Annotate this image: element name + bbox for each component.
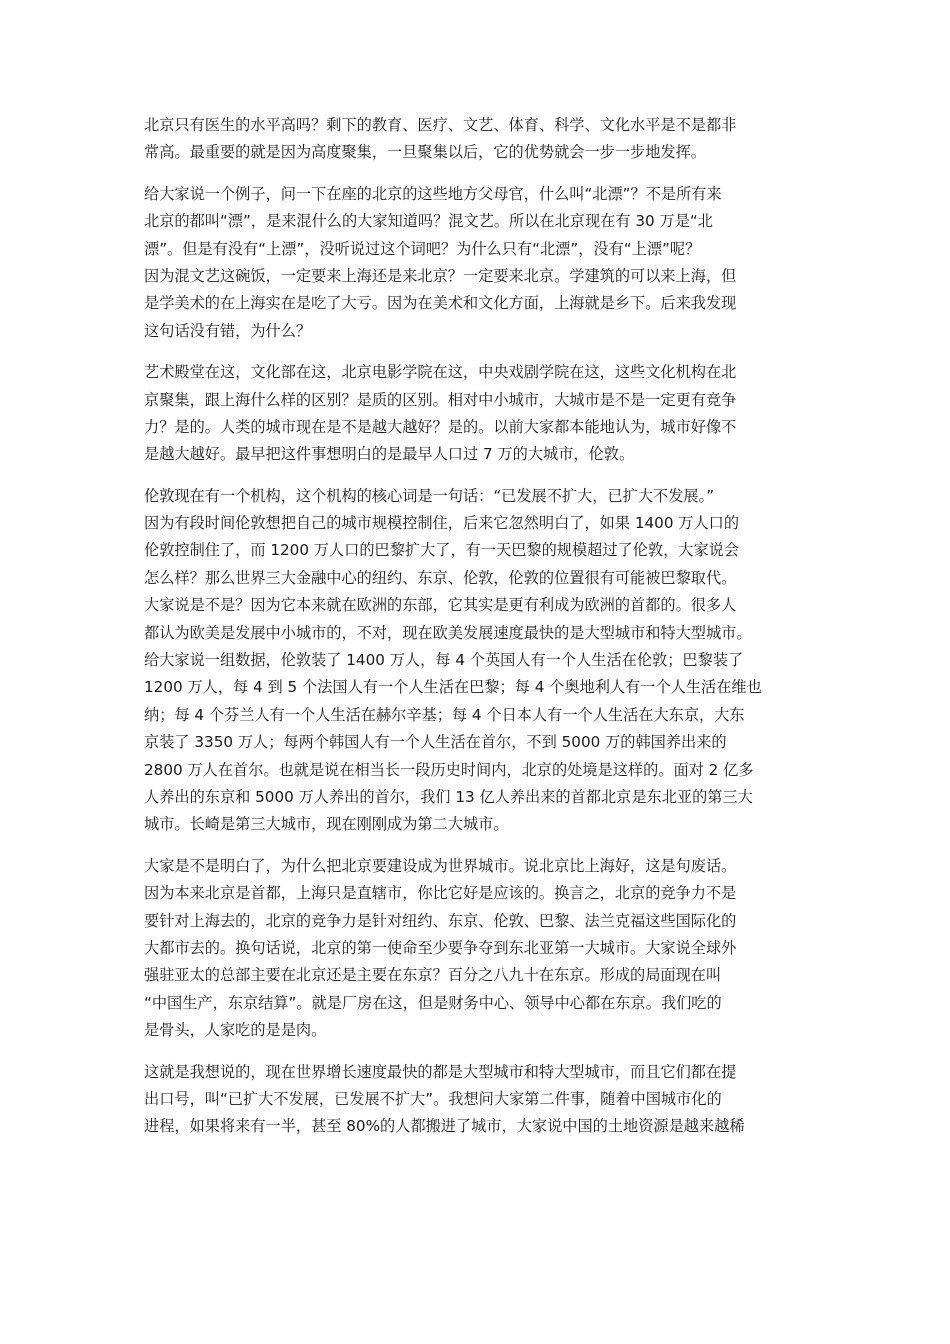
text-line: 是越大越好。最早把这件事想明白的是最早人口过 7 万的大城市，伦敦。 — [144, 445, 635, 464]
text-line: 因为本来北京是首都，上海只是直辖市，你比它好是应该的。换言之，北京的竞争力不是 — [144, 884, 737, 903]
text-line: 因为有段时间伦敦想把自己的城市规模控制住，后来它忽然明白了，如果 1400 万人口的 — [144, 514, 740, 533]
paragraph-1 — [144, 112, 812, 167]
text-line: 伦敦控制住了，而 1200 万人口的巴黎扩大了，有一天巴黎的规模超过了伦敦，大家说会 — [144, 541, 740, 560]
text-line: 京聚集，跟上海什么样的区别？是质的区别。相对中小城市，大城市是不是一定更有竞争 — [144, 390, 737, 409]
text-line: 京装了 3350 万人；每两个韩国人有一个人生活在首尔，不到 5000 万的韩国养出来的 — [144, 733, 727, 752]
text-line: 是学美术的在上海实在是吃了大亏。因为在美术和文化方面，上海就是乡下。后来我发现 — [144, 294, 737, 313]
text-line: 这就是我想说的，现在世界增长速度最快的都是大型城市和特大型城市，而且它们都在提 — [144, 1062, 737, 1081]
text-line: 这句话没有错，为什么？ — [144, 321, 312, 340]
text-line: 艺术殿堂在这，文化部在这，北京电影学院在这，中央戏剧学院在这，这些文化机构在北 — [144, 363, 737, 382]
document-page — [144, 112, 812, 1155]
text-line: 怎么样？那么世界三大金融中心的纽约、东京、伦敦，伦敦的位置很有可能被巴黎取代。 — [144, 568, 737, 587]
paragraph-3 — [144, 359, 812, 469]
text-line: 都认为欧美是发展中小城市的，不对，现在欧美发展速度最快的是大型城市和特大型城市。 — [144, 623, 752, 642]
text-line: 1200 万人，每 4 到 5 个法国人有一个人生活在巴黎；每 4 个奥地利人有一个人生活在维也 — [144, 678, 762, 697]
text-line: 城市。长崎是第三大城市，现在刚刚成为第二大城市。 — [144, 815, 509, 834]
text-line: 纳；每 4 个芬兰人有一个人生活在赫尔辛基；每 4 个日本人有一个人生活在大东京，大东 — [144, 705, 745, 724]
text-line: “中国生产，东京结算”。就是厂房在这，但是财务中心、领导中心都在东京。我们吃的 — [144, 993, 722, 1012]
text-line: 给大家说一个例子，问一下在座的北京的这些地方父母官，什么叫“北漂”？不是所有来 — [144, 184, 722, 203]
paragraph-6 — [144, 1059, 812, 1141]
text-line: 出口号，叫“已扩大不发展，已发展不扩大”。我想问大家第二件事，随着中国城市化的 — [144, 1089, 722, 1108]
paragraph-2 — [144, 181, 812, 345]
text-line: 是骨头，人家吃的是是肉。 — [144, 1021, 327, 1040]
text-line: 强驻亚太的总部主要在北京还是主要在东京？百分之八九十在东京。形成的局面现在叫 — [144, 966, 722, 985]
text-line: 给大家说一组数据，伦敦装了 1400 万人，每 4 个英国人有一个人生活在伦敦；巴黎装了 — [144, 651, 744, 670]
text-line: 要针对上海去的，北京的竞争力是针对纽约、东京、伦敦、巴黎、法兰克福这些国际化的 — [144, 911, 737, 930]
text-line: 进程，如果将来有一半，甚至 80%的人都搬进了城市，大家说中国的土地资源是越来越稀 — [144, 1117, 745, 1136]
text-line: 常高。最重要的就是因为高度聚集，一旦聚集以后，它的优势就会一步一步地发挥。 — [144, 143, 706, 162]
text-line: 伦敦现在有一个机构，这个机构的核心词是一句话：“已发展不扩大，已扩大不发展。” — [144, 486, 715, 505]
text-line: 大家是不是明白了，为什么把北京要建设成为世界城市。说北京比上海好，这是句废话。 — [144, 856, 737, 875]
text-line: 北京的都叫“漂”，是来混什么的大家知道吗？混文艺。所以在北京现在有 30 万是“北 — [144, 212, 713, 231]
text-line: 漂”。但是有没有“上漂”，没听说过这个词吧？为什么只有“北漂”，没有“上漂”呢？ — [144, 239, 701, 258]
text-line: 力？是的。人类的城市现在是不是越大越好？是的。以前大家都本能地认为，城市好像不 — [144, 417, 737, 436]
paragraph-5 — [144, 853, 812, 1045]
text-line: 大家说是不是？因为它本来就在欧洲的东部，它其实是更有利成为欧洲的首都的。很多人 — [144, 596, 737, 615]
text-line: 因为混文艺这碗饭，一定要来上海还是来北京？一定要来北京。学建筑的可以来上海，但 — [144, 266, 737, 285]
text-line: 2800 万人在首尔。也就是说在相当长一段历史时间内，北京的处境是这样的。面对 2 亿多 — [144, 760, 754, 779]
paragraph-4 — [144, 483, 812, 839]
text-line: 北京只有医生的水平高吗？剩下的教育、医疗、文艺、体育、科学、文化水平是不是都非 — [144, 116, 737, 134]
text-line: 大都市去的。换句话说，北京的第一使命至少要争夺到东北亚第一大城市。大家说全球外 — [144, 938, 737, 957]
text-line: 人养出的东京和 5000 万人养出的首尔，我们 13 亿人养出来的首都北京是东北亚的第三大 — [144, 787, 753, 806]
